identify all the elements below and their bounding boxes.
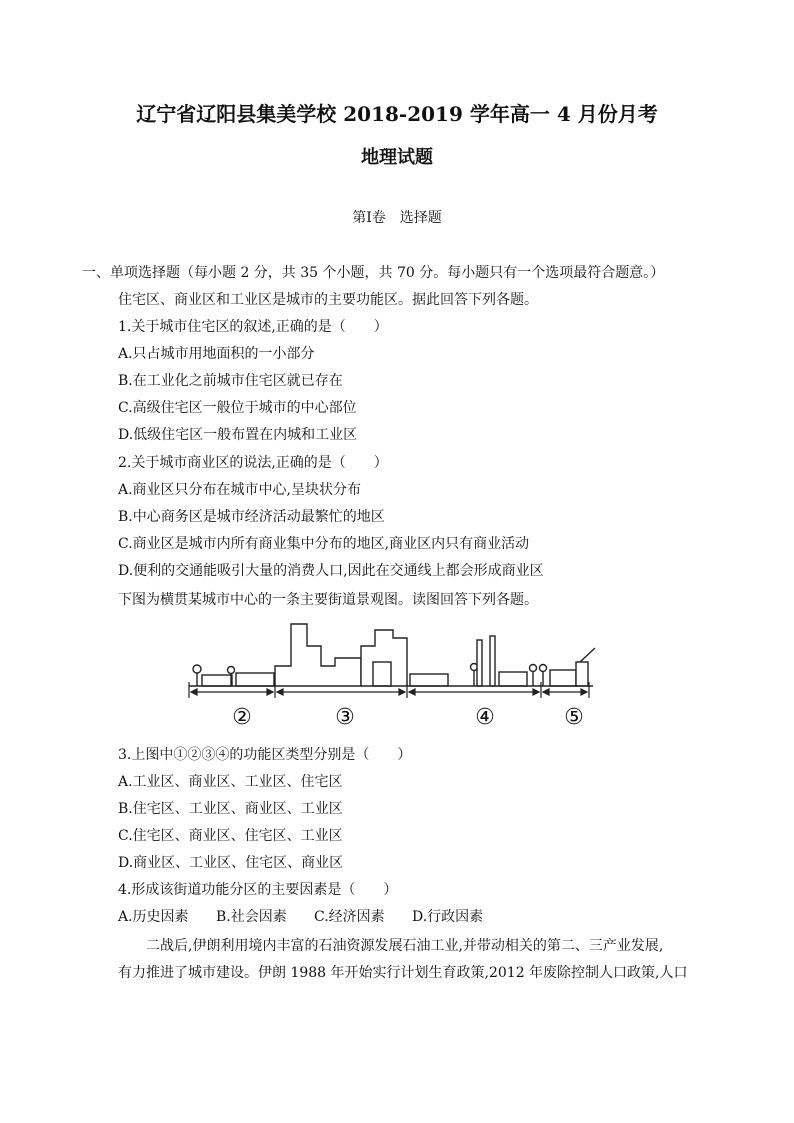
question-4-option-c: C.经济因素: [314, 909, 385, 925]
high-rise-building: [275, 624, 361, 686]
passage-line-1: 二战后,伊朗利用境内丰富的石油资源发展石油工业,并带动相关的第二、三产业发展,: [146, 938, 664, 954]
question-1-option-a: A.只占城市用地面积的一小部分: [118, 346, 315, 362]
tree-icon: [193, 665, 201, 673]
question-2-option-a: A.商业区只分布在城市中心,呈块状分布: [118, 482, 362, 498]
section-heading: 第Ⅰ卷 选择题: [352, 210, 442, 226]
document-title: 辽宁省辽阳县集美学校 2018-2019 学年高一 4 月份月考: [136, 102, 658, 126]
document-subtitle: 地理试题: [361, 147, 433, 168]
question-3-option-c: C.住宅区、商业区、住宅区、工业区: [118, 828, 343, 844]
question-4-option-b: B.社会因素: [216, 909, 287, 925]
tree-icon: [228, 667, 235, 674]
zone-label-3: ③: [335, 705, 355, 730]
tree-icon: [530, 665, 537, 672]
question-3-option-d: D.商业区、工业区、住宅区、商业区: [118, 855, 344, 871]
chimney-icon: [490, 636, 495, 686]
question-1-stem: 1.关于城市住宅区的叙述,正确的是（ ）: [118, 319, 388, 335]
question-2-option-c: C.商业区是城市内所有商业集中分布的地区,商业区内只有商业活动: [118, 536, 530, 552]
passage-line-2: 有力推进了城市建设。伊朗 1988 年开始实行计划生育政策,2012 年废除控制人口政策,人口: [118, 965, 688, 981]
zone-label-2: ②: [232, 705, 252, 730]
question-4-option-d: D.行政因素: [412, 909, 484, 925]
question-2-option-d: D.便利的交通能吸引大量的消费人口,因此在交通线上都会形成商业区: [118, 563, 544, 579]
figure-intro: 下图为横贯某城市中心的一条主要街道景观图。读图回答下列各题。: [118, 592, 538, 608]
question-3-option-a: A.工业区、商业区、工业区、住宅区: [118, 774, 343, 790]
zone-label-5: ⑤: [564, 705, 584, 730]
question-4-stem: 4.形成该街道功能分区的主要因素是（ ）: [118, 882, 398, 898]
zone-label-4: ④: [475, 705, 495, 730]
question-3-option-b: B.住宅区、工业区、商业区、工业区: [118, 801, 343, 817]
question-2-stem: 2.关于城市商业区的说法,正确的是（ ）: [118, 455, 388, 471]
question-1-option-c: C.高级住宅区一般位于城市的中心部位: [118, 400, 357, 416]
question-1-option-d: D.低级住宅区一般布置在内城和工业区: [118, 427, 358, 443]
street-landscape-figure: [185, 618, 605, 736]
part-heading: 一、单项选择题（每小题 2 分，共 35 个小题，共 70 分。每小题只有一个选项最符合题意。）: [82, 265, 665, 281]
intro-paragraph: 住宅区、商业区和工业区是城市的主要功能区。据此回答下列各题。: [118, 292, 538, 308]
house-icon: [236, 673, 274, 686]
factory-icon: [410, 674, 448, 686]
question-2-option-b: B.中心商务区是城市经济活动最繁忙的地区: [118, 509, 385, 525]
chimney-icon: [477, 640, 482, 686]
question-3-stem: 3.上图中①②③④的功能区类型分别是（ ）: [118, 747, 412, 763]
question-4-option-a: A.历史因素: [118, 909, 189, 925]
factory-icon: [550, 670, 576, 686]
tree-icon: [540, 665, 547, 672]
house-icon: [202, 675, 232, 686]
question-1-option-b: B.在工业化之前城市住宅区就已存在: [118, 373, 343, 389]
